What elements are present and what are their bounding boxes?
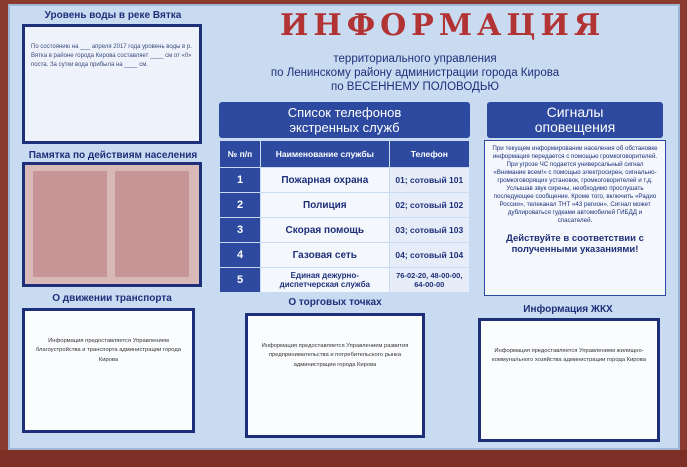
transport-text: Информация предоставляется Управлением благоустройства и транспорта администрации города Кирова bbox=[35, 338, 182, 363]
water-level-title: Уровень воды в реке Вятка bbox=[44, 10, 182, 21]
trade-title: О торговых точках bbox=[288, 297, 382, 308]
water-level-text: По состоянию на ___ апреля 2017 года уровень воды в р. Вятка в районе города Кирова составляет ____ см от «0» поста. За сутки вода прибыла на ____ см. bbox=[31, 44, 192, 68]
row-num: 2 bbox=[220, 193, 261, 218]
memo-page-right bbox=[115, 171, 189, 277]
table-row bbox=[220, 243, 470, 268]
trade-pocket bbox=[245, 313, 425, 438]
row-phone: 76-02-20, 48-00-00, 64-00-00 bbox=[389, 268, 469, 293]
subtitle-line-2: по Ленинскому району администрации города Кирова bbox=[270, 67, 560, 79]
row-num: 5 bbox=[220, 268, 261, 293]
row-phone: 02; сотовый 102 bbox=[389, 193, 469, 218]
alerts-title-line-2: оповещения bbox=[534, 119, 616, 135]
row-phone: 01; сотовый 101 bbox=[389, 168, 469, 193]
transport-title: О движении транспорта bbox=[52, 293, 172, 304]
row-service: Газовая сеть bbox=[261, 243, 390, 268]
housing-title: Информация ЖКХ bbox=[523, 304, 613, 315]
phones-table bbox=[219, 140, 470, 293]
alerts-body: При текущем информировании населения об обстановке информация передается с помощью громкоговорителей. При угрозе ЧС подается универсальный сигнал «Внимание всем!» с помощью электросирен, сигнально-громкоговорящих установок, громкоговорителей и т.д. Услышав звук сирены, необходимо прослушать последующее сообщение. Кроме того, включить «Радио России», телеканал ТНТ «43 регион». Сигнал может дублироваться гудками автомобилей ГИБДД и спасателей. bbox=[492, 145, 658, 224]
table-row bbox=[220, 193, 470, 218]
transport-pocket bbox=[22, 308, 195, 433]
table-row bbox=[220, 168, 470, 193]
table-header-row bbox=[220, 141, 470, 168]
table-row bbox=[220, 268, 470, 293]
memo-title: Памятка по действиям населения bbox=[28, 150, 198, 161]
page-subtitle bbox=[240, 52, 590, 94]
housing-text: Информация предоставляется Управлением жилищно-коммунального хозяйства администрации города Кирова bbox=[492, 348, 646, 364]
subtitle-line-1: территориального управления bbox=[333, 53, 497, 65]
row-num: 1 bbox=[220, 168, 261, 193]
row-service: Полиция bbox=[261, 193, 390, 218]
row-num: 3 bbox=[220, 218, 261, 243]
row-service: Скорая помощь bbox=[261, 218, 390, 243]
alerts-title bbox=[487, 102, 663, 138]
alerts-title-line-1: Сигналы bbox=[546, 104, 604, 120]
housing-pocket bbox=[478, 318, 660, 442]
memo-page-left bbox=[33, 171, 107, 277]
col-num-header: № п/п bbox=[220, 141, 261, 168]
phones-title-line-2: экстренных служб bbox=[289, 120, 400, 135]
col-service-header: Наименование службы bbox=[261, 141, 390, 168]
alerts-action: Действуйте в соответствии с полученными указаниями! bbox=[506, 233, 644, 255]
memo-pocket bbox=[22, 162, 202, 287]
row-phone: 04; сотовый 104 bbox=[389, 243, 469, 268]
alerts-box bbox=[484, 140, 666, 296]
col-phone-header: Телефон bbox=[389, 141, 469, 168]
page-title: ИНФОРМАЦИЯ bbox=[280, 8, 606, 43]
row-service: Пожарная охрана bbox=[261, 168, 390, 193]
phones-title-line-1: Список телефонов bbox=[287, 105, 402, 120]
phones-title bbox=[219, 102, 470, 138]
water-level-pocket bbox=[22, 24, 202, 144]
board-base bbox=[0, 450, 687, 467]
row-service: Единая дежурно-диспетчерская служба bbox=[261, 268, 390, 293]
subtitle-line-3: по ВЕСЕННЕМУ ПОЛОВОДЬЮ bbox=[330, 81, 499, 93]
table-row bbox=[220, 218, 470, 243]
row-phone: 03; сотовый 103 bbox=[389, 218, 469, 243]
row-num: 4 bbox=[220, 243, 261, 268]
trade-text: Информация предоставляется Управлением развития предпринимательства и потребительского рынка администрации города Кирова bbox=[261, 343, 409, 368]
